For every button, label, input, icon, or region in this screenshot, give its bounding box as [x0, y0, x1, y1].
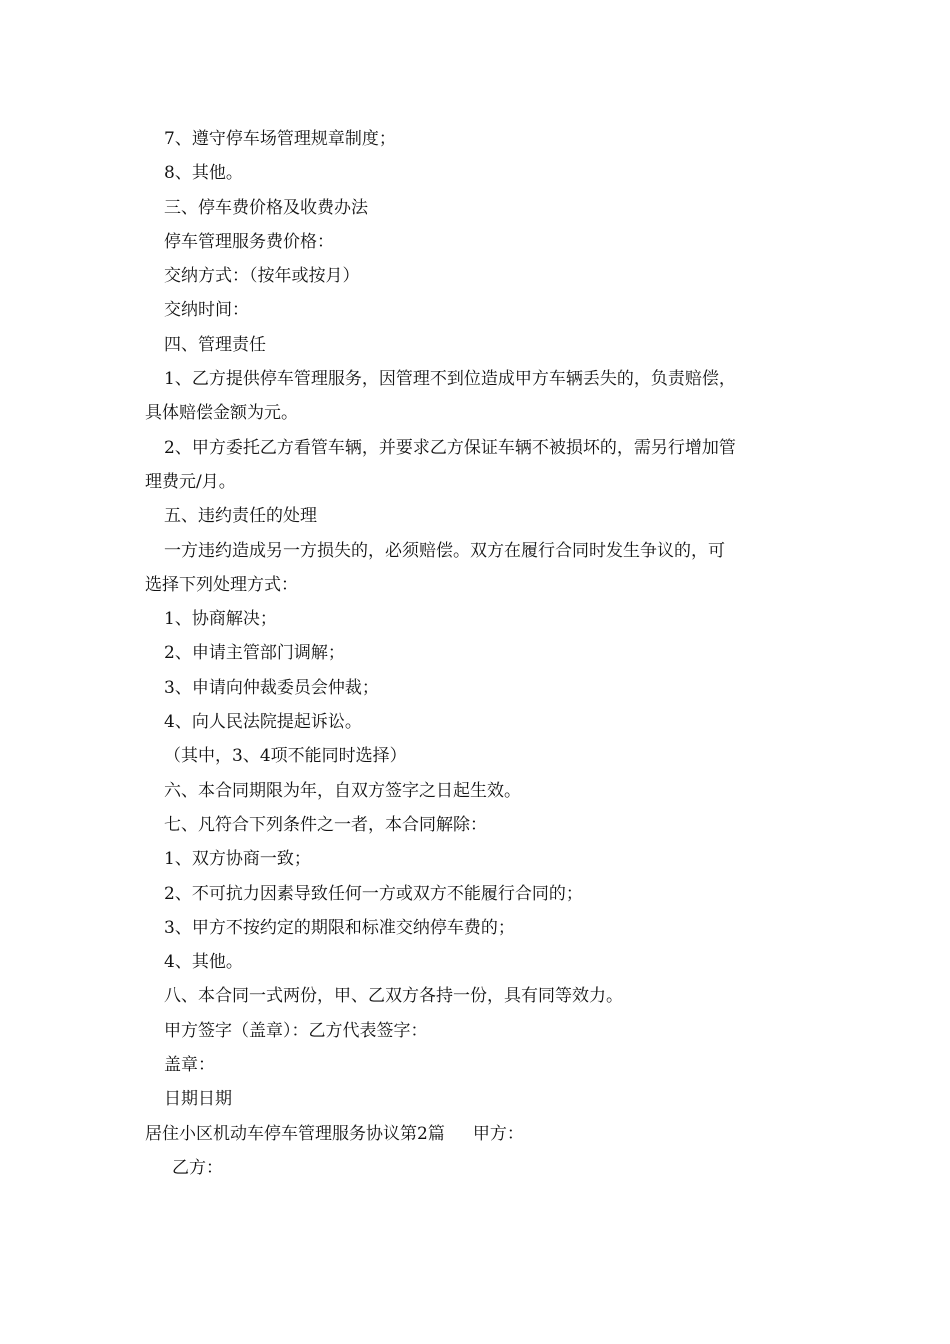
paragraph-line: 7、遵守停车场管理规章制度；	[164, 129, 396, 149]
paragraph-line: 1、双方协商一致；	[164, 849, 311, 870]
party-a-label: 甲方：	[472, 1123, 524, 1144]
paragraph-line: 1、协商解决；	[164, 609, 277, 630]
party-b-label: 乙方：	[172, 1157, 223, 1178]
article-title: 居住小区机动车停车管理服务协议第2篇	[145, 1123, 445, 1144]
paragraph-line: 五、违约责任的处理	[164, 506, 317, 527]
document-body	[145, 122, 810, 1185]
paragraph-line: （其中，3、4项不能同时选择）	[164, 746, 407, 767]
paragraph-line: 2、甲方委托乙方看管车辆，并要求乙方保证车辆不被损坏的，需另行增加管	[164, 437, 736, 458]
paragraph-list	[145, 122, 810, 1117]
paragraph-line: 日期日期	[164, 1089, 232, 1110]
paragraph-line: 八、本合同一式两份，甲、乙双方各持一份，具有同等效力。	[164, 986, 623, 1007]
paragraph-line: 3、甲方不按约定的期限和标准交纳停车费的；	[164, 917, 515, 938]
paragraph-line: 4、向人民法院提起诉讼。	[164, 712, 362, 733]
paragraph-line: 七、凡符合下列条件之一者，本合同解除：	[164, 814, 487, 835]
party-b-line	[145, 1151, 810, 1185]
paragraph-line: 一方违约造成另一方损失的，必须赔偿。双方在履行合同时发生争议的，可	[164, 540, 725, 561]
paragraph-line: 具体赔偿金额为元。	[145, 403, 298, 424]
paragraph-line: 2、不可抗力因素导致任何一方或双方不能履行合同的；	[164, 883, 583, 904]
paragraph-line: 4、其他。	[164, 952, 243, 973]
paragraph-line: 交纳时间：	[164, 300, 249, 321]
paragraph-line: 3、申请向仲裁委员会仲裁；	[164, 677, 379, 698]
paragraph-line: 理费元/月。	[145, 471, 236, 492]
paragraph-line: 1、乙方提供停车管理服务，因管理不到位造成甲方车辆丢失的，负责赔偿，	[164, 369, 736, 390]
paragraph-line: 交纳方式：（按年或按月）	[164, 266, 360, 287]
paragraph-line: 选择下列处理方式：	[145, 574, 298, 595]
paragraph-line: 盖章：	[164, 1055, 215, 1076]
paragraph-line: 停车管理服务费价格：	[164, 231, 334, 252]
paragraph-line: 甲方签字（盖章）：乙方代表签字：	[164, 1020, 428, 1041]
paragraph-line: 四、管理责任	[164, 334, 266, 355]
paragraph-line: 8、其他。	[164, 163, 243, 184]
paragraph-line: 六、本合同期限为年，自双方签字之日起生效。	[164, 780, 521, 801]
paragraph-line: 三、停车费价格及收费办法	[164, 197, 368, 218]
next-article-heading	[145, 1117, 810, 1151]
paragraph-line: 2、申请主管部门调解；	[164, 643, 345, 664]
